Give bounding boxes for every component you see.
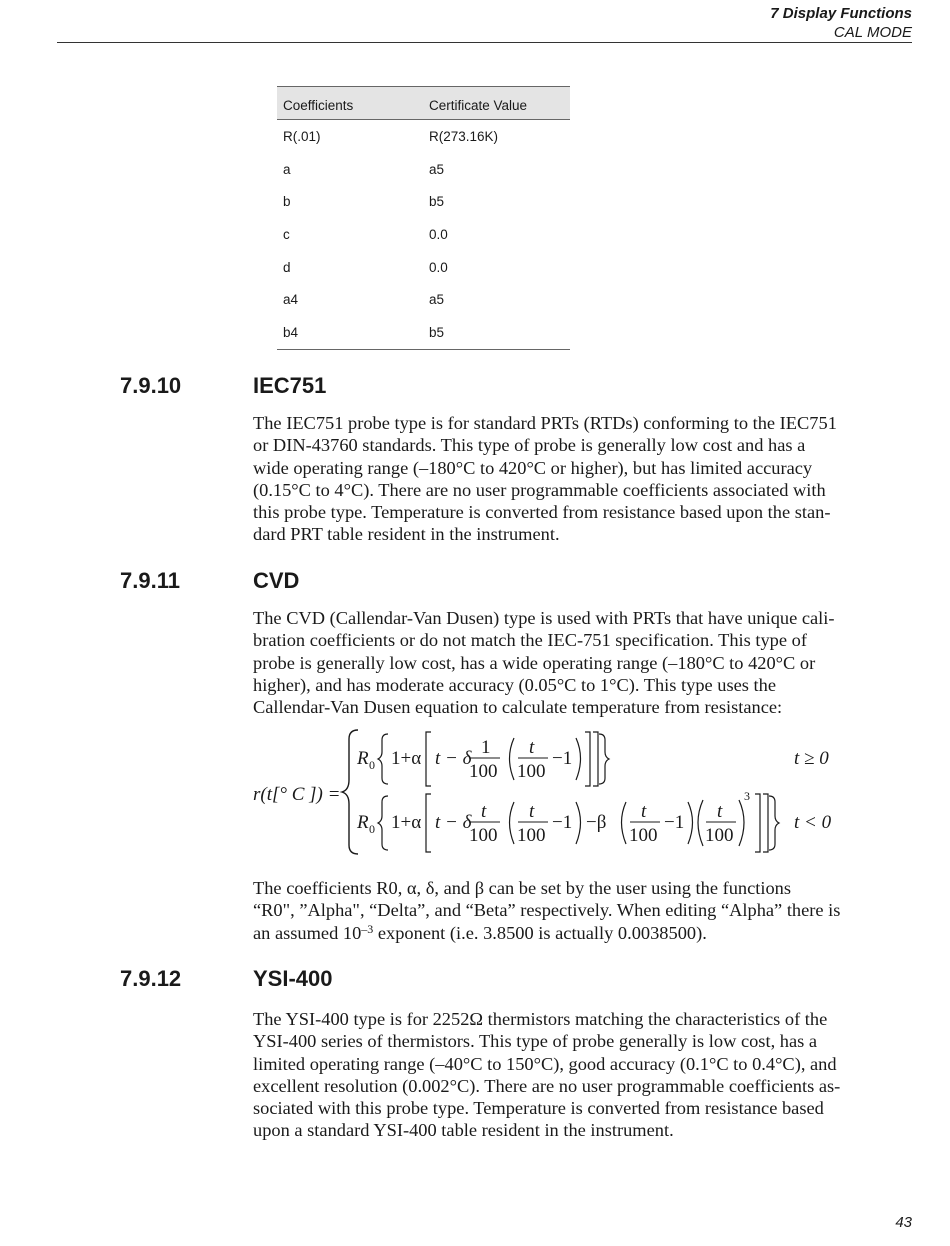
r0-subscript: 0 [369,822,375,836]
big-brace-icon [342,730,358,854]
fraction-denominator: 100 [705,825,734,846]
right-paren-icon [576,802,581,844]
one-plus-alpha: 1+α [391,748,422,769]
text-line: sociated with this probe type. Temperature is converted from resistance based [253,1098,824,1119]
table-row [277,283,570,316]
text-line: dard PRT table resident in the instrument. [253,524,560,545]
coefficient-cell: d [283,259,291,275]
coefficient-cell: c [283,226,290,242]
column-header-certificate-value: Certificate Value [423,87,570,120]
value-cell: a5 [429,292,445,308]
table-row [277,120,570,153]
section-subtitle: CAL MODE [833,24,912,41]
value-cell: 0.0 [429,226,448,242]
condition-nonnegative: t ≥ 0 [794,748,829,769]
coefficient-cell: b [283,194,291,210]
table-header-row [277,87,570,120]
text-line: The YSI-400 type is for 2252Ω thermistors matching the characteristics of the [253,1009,828,1029]
running-header [770,4,912,42]
fraction-denominator: 100 [629,825,658,846]
fraction-numerator: t [529,801,535,822]
coefficients-table [277,86,570,350]
text-line: The CVD (Callendar-Van Dusen) type is used with PRTs that have unique cali- [253,608,835,628]
section-number: 7.9.12 [120,966,182,991]
text-line: higher), and has moderate accuracy (0.05°C to 1°C). This type uses the [253,674,777,695]
chapter-title: 7 Display Functions [770,5,912,22]
text-line: exponent (i.e. 3.8500 is actually 0.0038500). [373,922,707,943]
text-line: wide operating range (–180°C to 420°C or higher), but has limited accuracy [253,457,813,478]
one-plus-alpha: 1+α [391,812,422,833]
section-title-iec751: IEC751 [253,373,327,398]
section-number: 7.9.10 [120,373,182,398]
table-row [277,185,570,218]
t-minus-delta: t − δ [435,748,472,769]
fraction-numerator: t [529,737,535,758]
text-line: this probe type. Temperature is converted from resistance based upon the stan- [253,502,831,523]
value-cell: a5 [429,161,445,177]
section-title-ysi400: YSI-400 [253,966,333,991]
left-bracket-icon [426,794,431,852]
table-row [277,316,570,349]
right-bracket-icon [593,732,598,786]
text-line: excellent resolution (0.002°C). There are no user programmable coefficients as- [253,1075,841,1096]
page-number: 43 [895,1214,912,1231]
left-paren-icon [698,800,703,846]
right-bracket-icon [755,794,760,852]
t-minus-delta: t − δ [435,812,472,833]
r0-symbol: R [357,812,369,833]
r0-symbol: R [357,748,369,769]
coefficient-cell: a [283,161,291,177]
cvd-coefficients-paragraph [253,877,913,944]
text-line: The IEC751 probe type is for standard PRTs (RTDs) conforming to the IEC751 [253,413,837,433]
equation-lhs: r(t[° C ]) = [253,784,341,805]
fraction-numerator: t [481,801,487,822]
section-title-cvd: CVD [253,568,300,593]
value-cell: b5 [429,194,445,210]
left-paren-icon [510,802,515,844]
text-line: Callendar-Van Dusen equation to calculate temperature from resistance: [253,697,783,718]
value-cell: 0.0 [429,259,448,275]
fraction-numerator: t [717,801,723,822]
cube-exponent: 3 [744,789,750,803]
coefficient-cell: R(.01) [283,128,321,144]
fraction-denominator: 100 [469,825,498,846]
text-line: or DIN-43760 standards. This type of probe is generally low cost and has a [253,435,806,456]
fraction-denominator: 100 [517,825,546,846]
text-line: (0.15°C to 4°C). There are no user programmable coefficients associated with [253,479,826,500]
value-cell: R(273.16K) [429,128,499,144]
left-curly-icon [378,734,388,784]
fraction-denominator: 100 [469,761,498,782]
minus-one: −1 [552,812,573,833]
text-line: bration coefficients or do not match the IEC-751 specification. This type of [253,630,807,651]
right-curly-icon [769,796,779,850]
header-rule [57,42,912,43]
minus-beta: −β [586,812,607,833]
left-paren-icon [510,738,515,780]
fraction-denominator: 100 [517,761,546,782]
table-row [277,153,570,186]
text-line: “R0", ”Alpha", “Delta”, and “Beta” respectively. When editing “Alpha” there is [253,900,841,921]
left-bracket-icon [426,732,431,786]
fraction-numerator: t [641,801,647,822]
coefficient-cell: a4 [283,292,299,308]
r0-subscript: 0 [369,758,375,772]
fraction-numerator: 1 [481,737,491,758]
iec751-paragraph [253,412,913,546]
right-paren-icon [739,800,744,846]
text-line: limited operating range (–40°C to 150°C), good accuracy (0.1°C to 0.4°C), and [253,1053,837,1074]
condition-negative: t < 0 [794,812,832,833]
value-cell: b5 [423,316,570,349]
minus-one: −1 [552,748,573,769]
right-curly-icon [599,734,609,784]
section-number: 7.9.11 [120,568,180,593]
right-bracket-icon [585,732,590,786]
cvd-paragraph [253,607,913,718]
right-paren-icon [688,802,693,844]
table-row [277,218,570,251]
text-line: YSI-400 series of thermistors. This type of probe generally is low cost, has a [253,1031,818,1052]
callendar-van-dusen-equation [250,724,850,860]
left-curly-icon [378,796,388,850]
left-paren-icon [622,802,627,844]
text-line: upon a standard YSI-400 table resident in the instrument. [253,1120,674,1141]
minus-one: −1 [664,812,685,833]
text-line: probe is generally low cost, has a wide operating range (–180°C to 420°C or [253,652,816,673]
right-bracket-icon [763,794,768,852]
ysi400-paragraph [253,1008,913,1142]
coefficient-cell: b4 [277,316,423,349]
exponent-superscript: –3 [361,921,374,936]
text-line: an assumed 10 [253,922,362,943]
column-header-coefficients: Coefficients [277,87,423,120]
text-line: The coefficients R0, α, δ, and β can be set by the user using the functions [253,878,792,898]
table-row [277,251,570,284]
right-paren-icon [576,738,581,780]
